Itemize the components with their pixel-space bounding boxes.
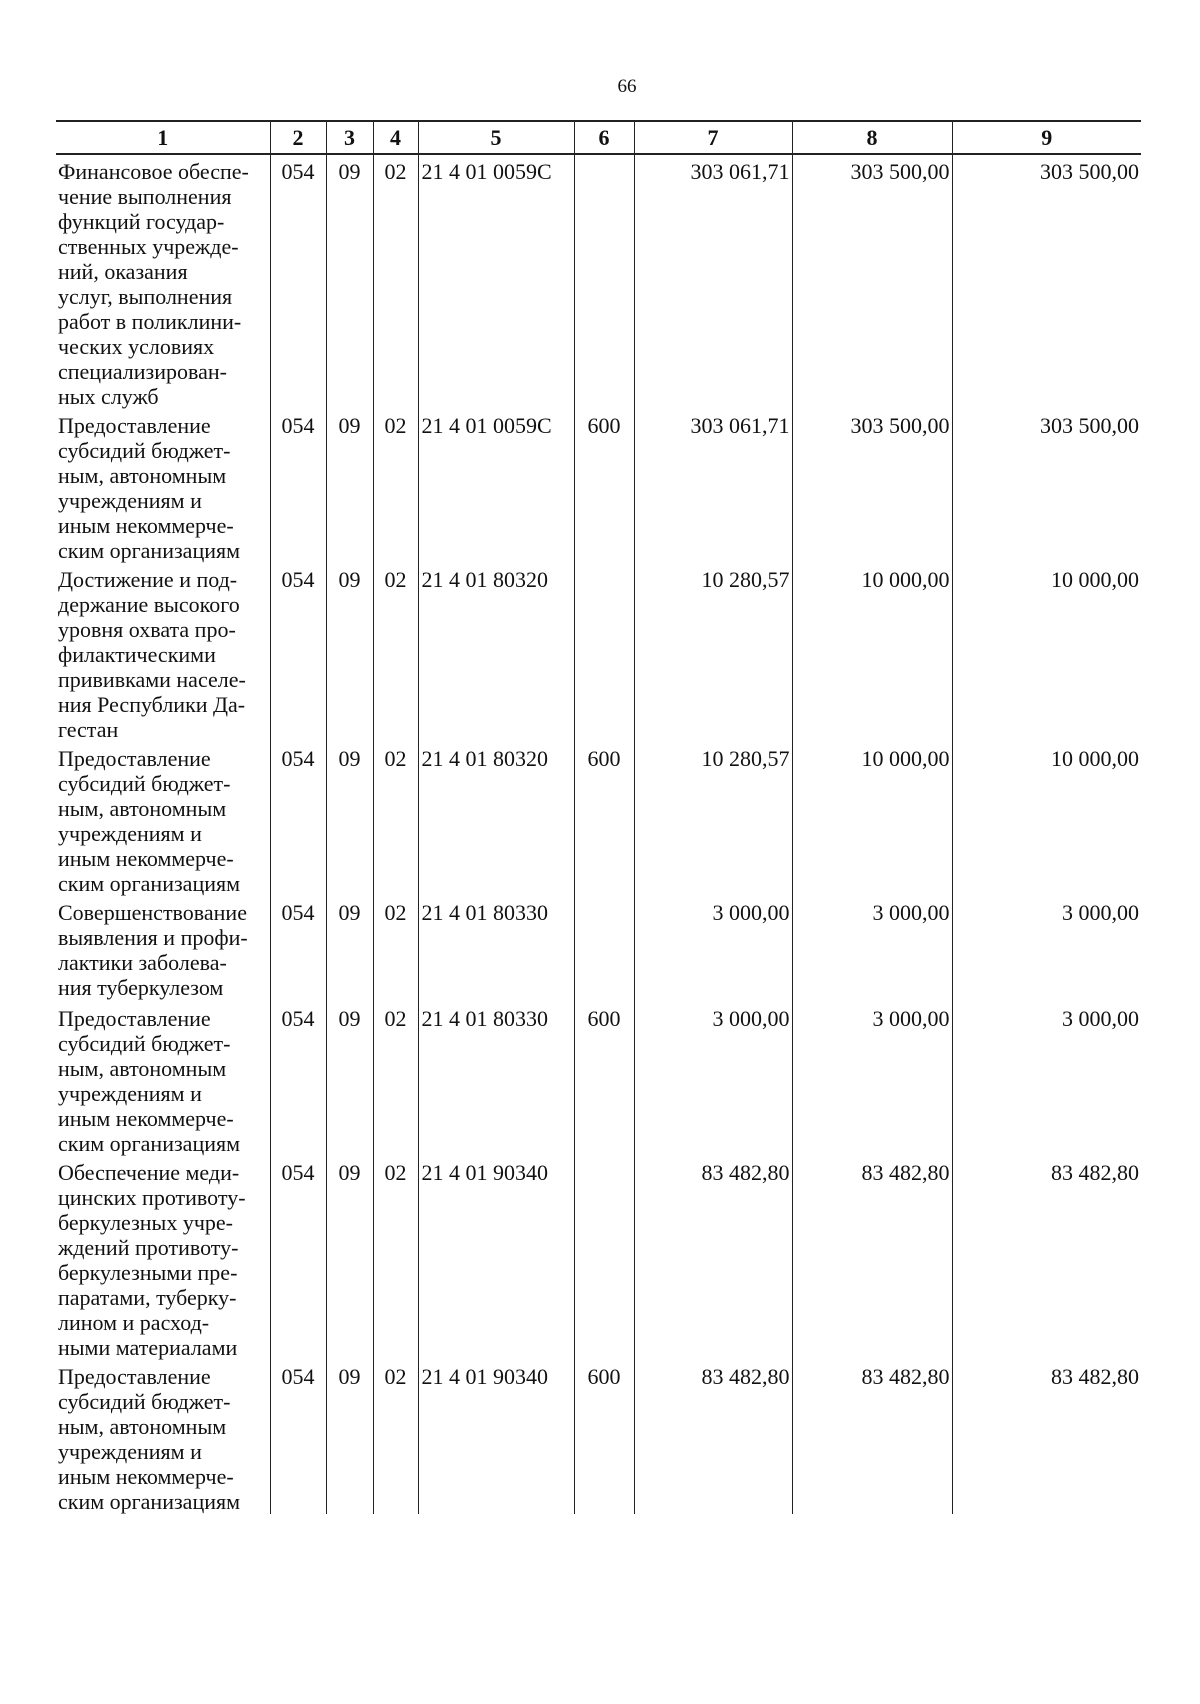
cell-admin-code: 054 [270, 1156, 326, 1360]
description-line: субсидий бюджет- [58, 1031, 231, 1056]
cell-target-article: 21 4 01 90340 [418, 1360, 574, 1514]
cell-expense-type [574, 563, 634, 742]
description-line: держание высокого [58, 592, 240, 617]
description-line: ственных учрежде- [58, 234, 239, 259]
table-row [56, 1360, 1141, 1514]
description-line: иным некоммерче- [58, 1106, 234, 1131]
description-line: ческих условиях [58, 334, 215, 359]
cell-target-article: 21 4 01 80320 [418, 742, 574, 896]
description-line: Предоставление [58, 413, 211, 438]
description-line: паратами, туберку- [58, 1285, 237, 1310]
col-header-2: 2 [270, 121, 326, 154]
cell-admin-code: 054 [270, 896, 326, 1002]
cell-amount-col7: 10 280,57 [634, 742, 792, 896]
description-line: Обеспечение меди- [58, 1160, 240, 1185]
table-row [56, 409, 1141, 563]
description-line: ным, автономным [58, 796, 227, 821]
description-line: Достижение и под- [58, 567, 238, 592]
description-line: Финансовое обеспе- [58, 159, 249, 184]
cell-section: 09 [326, 154, 373, 409]
description-line: субсидий бюджет- [58, 771, 231, 796]
description-line: цинских противоту- [58, 1185, 246, 1210]
cell-amount-col9: 3 000,00 [952, 1002, 1141, 1156]
cell-admin-code: 054 [270, 154, 326, 409]
table-row [56, 1156, 1141, 1360]
cell-amount-col7: 83 482,80 [634, 1156, 792, 1360]
description-line: ждений противоту- [58, 1235, 239, 1260]
description-line: ния туберкулезом [58, 975, 224, 1000]
description-line: ных служб [58, 384, 159, 409]
cell-amount-col9: 303 500,00 [952, 409, 1141, 563]
cell-subsection: 02 [373, 1002, 418, 1156]
table-row [56, 896, 1141, 1002]
cell-target-article: 21 4 01 80330 [418, 896, 574, 1002]
description-line: иным некоммерче- [58, 846, 234, 871]
description-line: лином и расход- [58, 1310, 210, 1335]
cell-section: 09 [326, 1156, 373, 1360]
description-line: учреждениям и [58, 1439, 202, 1464]
col-header-5: 5 [418, 121, 574, 154]
cell-amount-col9: 10 000,00 [952, 742, 1141, 896]
cell-expense-type: 600 [574, 742, 634, 896]
cell-amount-col9: 83 482,80 [952, 1156, 1141, 1360]
cell-admin-code: 054 [270, 563, 326, 742]
cell-expense-type: 600 [574, 1360, 634, 1514]
col-header-1: 1 [56, 121, 270, 154]
description-line: иным некоммерче- [58, 1464, 234, 1489]
cell-target-article: 21 4 01 80330 [418, 1002, 574, 1156]
cell-amount-col7: 83 482,80 [634, 1360, 792, 1514]
description-line: специализирован- [58, 359, 227, 384]
cell-amount-col9: 83 482,80 [952, 1360, 1141, 1514]
description-line: иным некоммерче- [58, 513, 234, 538]
table-body [56, 154, 1141, 1514]
description-line: выявления и профи- [58, 925, 248, 950]
cell-admin-code: 054 [270, 409, 326, 563]
cell-amount-col8: 3 000,00 [792, 1002, 952, 1156]
cell-expense-type [574, 1156, 634, 1360]
page-number: 66 [617, 76, 637, 97]
description-line: ским организациям [58, 871, 241, 896]
cell-subsection: 02 [373, 154, 418, 409]
description-line: Совершенствование [58, 900, 247, 925]
cell-expense-type: 600 [574, 1002, 634, 1156]
cell-expense-type [574, 154, 634, 409]
description-line: беркулезными пре- [58, 1260, 238, 1285]
cell-amount-col8: 83 482,80 [792, 1360, 952, 1514]
row-description [56, 154, 270, 409]
cell-admin-code: 054 [270, 1360, 326, 1514]
description-line: ний, оказания [58, 259, 188, 284]
description-line: работ в поликлини- [58, 309, 242, 334]
cell-subsection: 02 [373, 409, 418, 563]
table-row [56, 154, 1141, 409]
description-line: субсидий бюджет- [58, 1389, 231, 1414]
col-header-9: 9 [952, 121, 1141, 154]
col-header-4: 4 [373, 121, 418, 154]
description-line: лактики заболева- [58, 950, 227, 975]
cell-admin-code: 054 [270, 742, 326, 896]
description-line: ным, автономным [58, 463, 227, 488]
description-line: учреждениям и [58, 488, 202, 513]
cell-target-article: 21 4 01 90340 [418, 1156, 574, 1360]
cell-amount-col8: 10 000,00 [792, 742, 952, 896]
cell-expense-type: 600 [574, 409, 634, 563]
col-header-8: 8 [792, 121, 952, 154]
cell-subsection: 02 [373, 1156, 418, 1360]
description-line: учреждениям и [58, 821, 202, 846]
header-row [56, 121, 1141, 154]
col-header-3: 3 [326, 121, 373, 154]
description-line: прививками населе- [58, 667, 246, 692]
row-description [56, 409, 270, 563]
row-description [56, 563, 270, 742]
description-line: гестан [58, 717, 119, 742]
cell-expense-type [574, 896, 634, 1002]
description-line: ским организациям [58, 1131, 241, 1156]
description-line: чение выполнения [58, 184, 232, 209]
description-line: Предоставление [58, 1006, 211, 1031]
description-line: ным, автономным [58, 1414, 227, 1439]
row-description [56, 1360, 270, 1514]
row-description [56, 1002, 270, 1156]
description-line: уровня охвата про- [58, 617, 236, 642]
cell-section: 09 [326, 409, 373, 563]
cell-amount-col9: 10 000,00 [952, 563, 1141, 742]
cell-amount-col8: 303 500,00 [792, 154, 952, 409]
cell-subsection: 02 [373, 1360, 418, 1514]
cell-amount-col7: 303 061,71 [634, 154, 792, 409]
cell-amount-col9: 3 000,00 [952, 896, 1141, 1002]
cell-amount-col8: 3 000,00 [792, 896, 952, 1002]
description-line: ским организациям [58, 1489, 241, 1514]
cell-section: 09 [326, 563, 373, 742]
description-line: филактическими [58, 642, 216, 667]
cell-subsection: 02 [373, 742, 418, 896]
cell-amount-col8: 10 000,00 [792, 563, 952, 742]
table-row [56, 563, 1141, 742]
cell-target-article: 21 4 01 0059С [418, 154, 574, 409]
description-line: ными материалами [58, 1335, 238, 1360]
row-description [56, 742, 270, 896]
cell-amount-col7: 3 000,00 [634, 896, 792, 1002]
description-line: субсидий бюджет- [58, 438, 231, 463]
table-row [56, 1002, 1141, 1156]
cell-section: 09 [326, 1360, 373, 1514]
description-line: ным, автономным [58, 1056, 227, 1081]
row-description [56, 896, 270, 1002]
description-line: Предоставление [58, 746, 211, 771]
description-line: учреждениям и [58, 1081, 202, 1106]
description-line: беркулезных учре- [58, 1210, 233, 1235]
cell-amount-col7: 3 000,00 [634, 1002, 792, 1156]
cell-section: 09 [326, 896, 373, 1002]
table-row [56, 742, 1141, 896]
cell-section: 09 [326, 742, 373, 896]
cell-admin-code: 054 [270, 1002, 326, 1156]
description-line: ским организациям [58, 538, 241, 563]
cell-target-article: 21 4 01 0059С [418, 409, 574, 563]
cell-amount-col7: 303 061,71 [634, 409, 792, 563]
col-header-7: 7 [634, 121, 792, 154]
cell-section: 09 [326, 1002, 373, 1156]
budget-table [56, 120, 1141, 1514]
col-header-6: 6 [574, 121, 634, 154]
description-line: ния Республики Да- [58, 692, 246, 717]
cell-amount-col7: 10 280,57 [634, 563, 792, 742]
cell-target-article: 21 4 01 80320 [418, 563, 574, 742]
cell-amount-col9: 303 500,00 [952, 154, 1141, 409]
cell-amount-col8: 83 482,80 [792, 1156, 952, 1360]
description-line: услуг, выполнения [58, 284, 233, 309]
description-line: Предоставление [58, 1364, 211, 1389]
cell-subsection: 02 [373, 896, 418, 1002]
cell-subsection: 02 [373, 563, 418, 742]
row-description [56, 1156, 270, 1360]
cell-amount-col8: 303 500,00 [792, 409, 952, 563]
description-line: функций государ- [58, 209, 225, 234]
